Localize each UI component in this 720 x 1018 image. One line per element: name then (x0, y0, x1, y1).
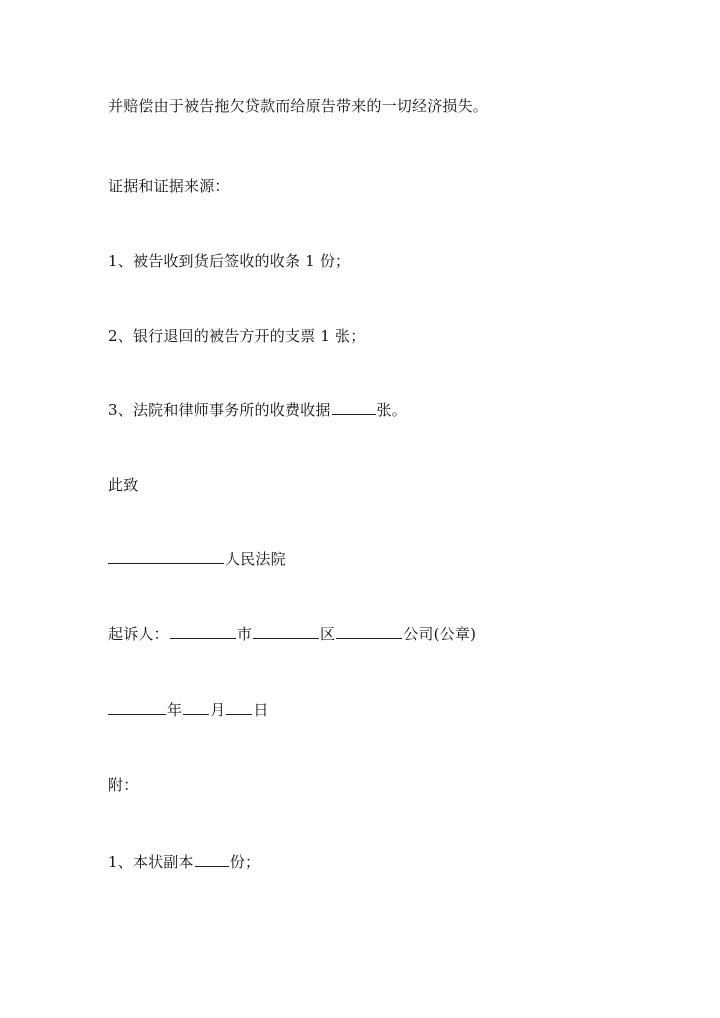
plaintiff-line (108, 624, 476, 644)
copies-count-blank (195, 852, 229, 867)
company-blank (336, 624, 402, 639)
compensation-text: 并赔偿由于被告拖欠贷款而给原告带来的一切经济损失。 (108, 97, 489, 115)
month-blank (183, 700, 209, 715)
evidence-item-3 (108, 400, 407, 420)
evidence-heading: 证据和证据来源： (108, 177, 230, 195)
attachment-item-1-prefix: 1、本状副本 (108, 853, 194, 871)
year-label: 年 (167, 701, 183, 719)
year-blank (108, 700, 166, 715)
evidence-item-1: 1、被告收到货后签收的收条 1 份； (108, 252, 351, 270)
attachment-item-1-suffix: 份； (229, 853, 261, 871)
district-blank (253, 624, 319, 639)
city-blank (170, 624, 236, 639)
attachment-label: 附： (108, 776, 139, 794)
month-label: 月 (210, 701, 226, 719)
court-suffix: 人民法院 (225, 550, 286, 568)
day-blank (226, 700, 252, 715)
date-line (108, 700, 269, 720)
district-label: 区 (320, 625, 336, 643)
plaintiff-label: 起诉人： (108, 625, 169, 643)
receipt-count-blank (332, 400, 376, 415)
company-label: 公司(公章) (403, 625, 477, 643)
city-label: 市 (236, 625, 253, 643)
day-label: 日 (253, 701, 269, 719)
evidence-item-3-prefix: 3、法院和律师事务所的收费收据 (108, 401, 331, 419)
evidence-item-3-suffix: 张。 (376, 401, 407, 419)
salutation: 此致 (108, 476, 139, 494)
evidence-item-2: 2、银行退回的被告方开的支票 1 张； (108, 327, 366, 345)
attachment-item-1 (108, 852, 260, 872)
court-line (108, 549, 286, 569)
court-name-blank (108, 549, 224, 564)
